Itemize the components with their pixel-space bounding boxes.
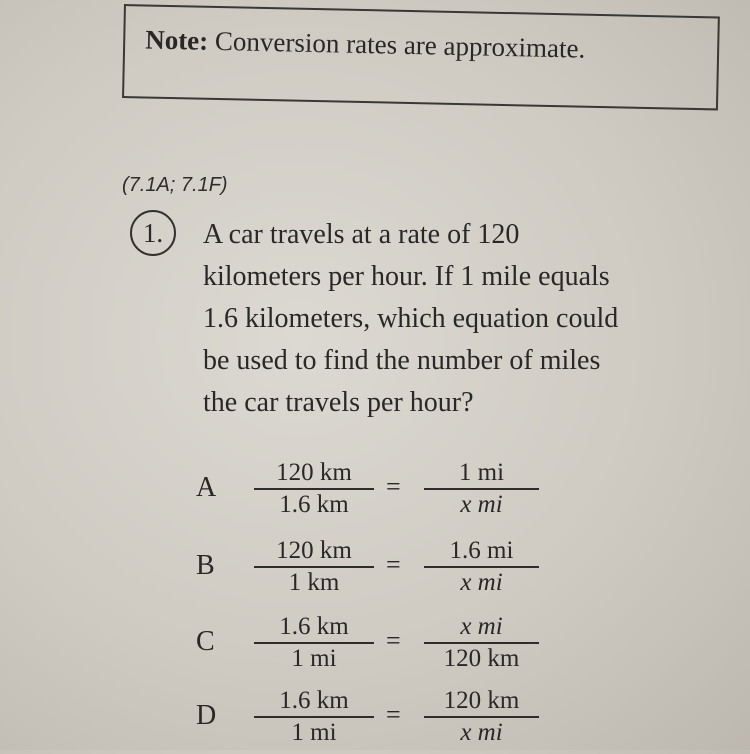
right-fraction — [424, 612, 539, 674]
note-label: Note: — [144, 24, 209, 56]
note-body: Conversion rates are approximate. — [207, 25, 586, 64]
right-denominator: x mi — [460, 719, 503, 746]
question-line: A car travels at a rate of 120 — [203, 219, 520, 250]
choice-a[interactable] — [196, 458, 556, 526]
right-denominator: x mi — [460, 569, 503, 596]
equals-sign: = — [386, 472, 401, 501]
left-numerator: 1.6 km — [279, 613, 349, 640]
question-text — [203, 214, 743, 424]
question-line: be used to find the number of miles — [203, 345, 601, 376]
right-denominator: 120 km — [443, 645, 520, 672]
choice-letter: B — [196, 550, 215, 581]
right-numerator: x mi — [460, 613, 503, 640]
left-numerator: 1.6 km — [279, 687, 349, 714]
left-denominator: 1.6 km — [279, 491, 349, 518]
choice-letter: A — [196, 472, 217, 503]
choice-b[interactable] — [196, 536, 556, 604]
left-numerator: 120 km — [276, 459, 352, 486]
right-fraction — [424, 458, 539, 520]
equals-sign: = — [386, 550, 401, 579]
right-fraction — [424, 686, 539, 748]
left-fraction — [254, 686, 374, 748]
equals-sign: = — [386, 626, 401, 655]
right-numerator: 1.6 mi — [449, 537, 514, 564]
left-numerator: 120 km — [276, 537, 352, 564]
question-line: kilometers per hour. If 1 mile equals — [203, 261, 610, 292]
choice-letter: D — [196, 700, 217, 731]
right-fraction — [424, 536, 539, 598]
question-number-text: 1. — [142, 217, 164, 248]
question-number — [130, 210, 176, 256]
choice-letter: C — [196, 626, 215, 657]
standard-codes: (7.1A; 7.1F) — [122, 174, 228, 196]
left-fraction — [254, 458, 374, 520]
left-fraction — [254, 612, 374, 674]
right-denominator: x mi — [460, 491, 503, 518]
choice-c[interactable] — [196, 612, 556, 680]
question-line: 1.6 kilometers, which equation could — [203, 303, 619, 334]
left-fraction — [254, 536, 374, 598]
note-box — [122, 4, 720, 110]
equals-sign: = — [386, 700, 401, 729]
right-numerator: 1 mi — [458, 459, 505, 486]
right-numerator: 120 km — [443, 687, 520, 714]
left-denominator: 1 km — [288, 569, 340, 596]
note-text — [145, 24, 586, 64]
choice-d[interactable] — [196, 686, 556, 754]
question-line: the car travels per hour? — [203, 387, 474, 418]
left-denominator: 1 mi — [291, 645, 337, 672]
left-denominator: 1 mi — [291, 719, 337, 746]
